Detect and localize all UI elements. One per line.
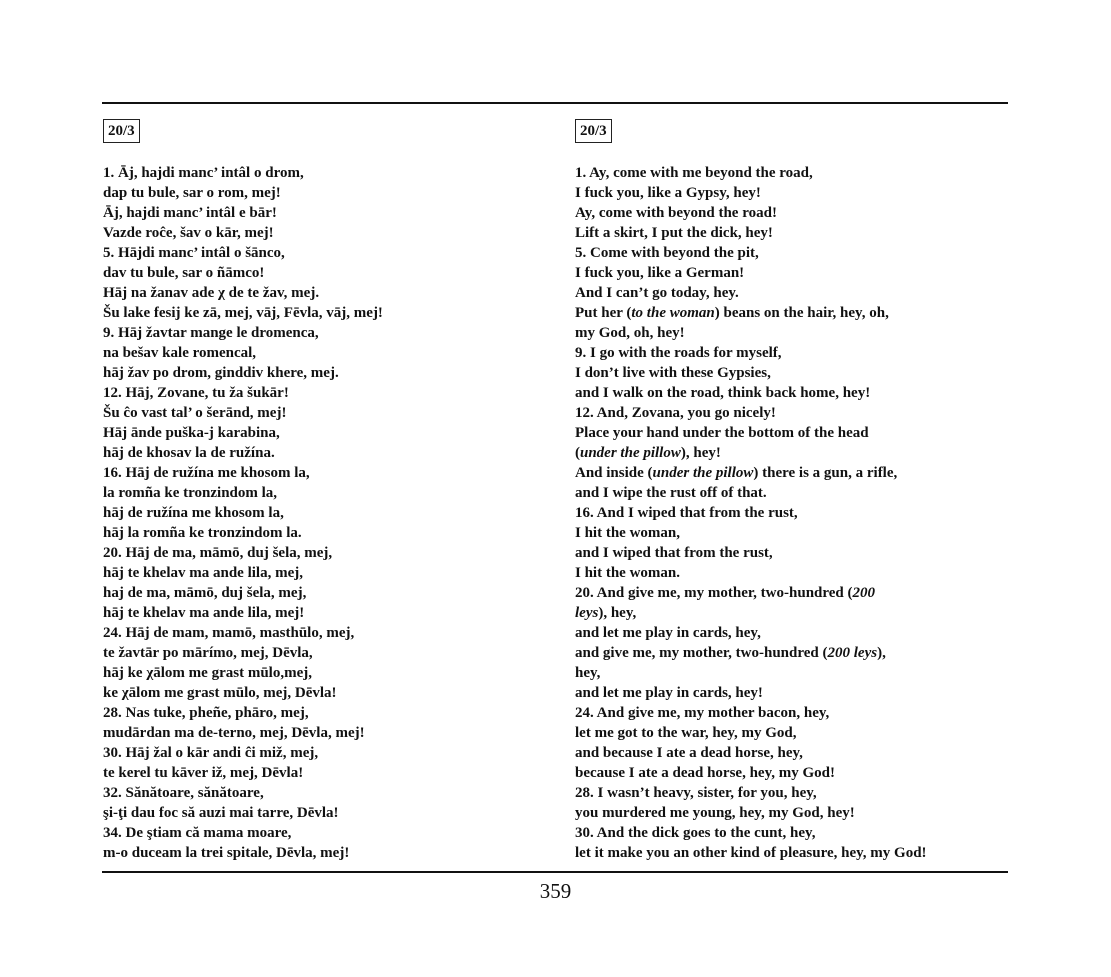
italic-annotation: under the pillow	[580, 445, 681, 461]
original-verses	[103, 163, 543, 863]
verse-line: 34. De ştiam că mama moare,	[103, 825, 292, 841]
translation-line: 16. And I wiped that from the rust,	[575, 505, 798, 521]
translation-line: and let me play in cards, hey,	[575, 625, 761, 641]
verse-line: dap tu bule, sar o rom, mej!	[103, 185, 281, 201]
translation-line: let me got to the war, hey, my God,	[575, 725, 797, 741]
verse-line: Āj, hajdi manc’ intâl e bār!	[103, 205, 277, 221]
translation-line: my God, oh, hey!	[575, 325, 685, 341]
translation-line: I fuck you, like a German!	[575, 265, 745, 281]
line-text: ), hey!	[680, 445, 721, 461]
italic-annotation: 200	[852, 585, 876, 601]
page-number: 359	[539, 879, 572, 903]
verse-line: dav tu bule, sar o ñāmco!	[103, 265, 265, 281]
translation-line: I don’t live with these Gypsies,	[575, 365, 771, 381]
line-text: ) there is a gun, a rifle,	[753, 465, 898, 481]
verse-line: te žavtār po mārímo, mej, Dēvla,	[103, 645, 313, 661]
bottom-rule	[102, 871, 1008, 873]
translation-line: 9. I go with the roads for myself,	[575, 345, 782, 361]
verse-line: na bešav kale romencal,	[103, 345, 257, 361]
verse-line: la romña ke tronzindom la,	[103, 485, 278, 501]
translation-line: 28. I wasn’t heavy, sister, for you, hey,	[575, 785, 817, 801]
verse-line: mudārdan ma de-terno, mej, Dēvla, mej!	[103, 725, 365, 741]
italic-annotation: under the pillow	[652, 465, 754, 481]
translation-line	[575, 463, 1015, 483]
verse-line: 30. Hāj žal o kār andi ĉi miž, mej,	[103, 745, 319, 761]
translation-line: and I wipe the rust off of that.	[575, 485, 767, 501]
translation-line: 12. And, Zovana, you go nicely!	[575, 405, 776, 421]
translation-line: Ay, come with beyond the road!	[575, 205, 777, 221]
verse-line: Šu ĉo vast tal’ o šerānd, mej!	[103, 405, 287, 421]
translation-line	[575, 583, 1015, 603]
translation-line: and I wiped that from the rust,	[575, 545, 773, 561]
song-number-label: 20/3	[103, 119, 140, 143]
verse-line: 5. Hājdi manc’ intâl o šānco,	[103, 245, 285, 261]
verse-line: Hāj ānde puška-j karabina,	[103, 425, 280, 441]
italic-annotation: to the woman	[631, 305, 715, 321]
line-text: And inside (	[575, 465, 653, 481]
verse-line: hāj ke χālom me grast mūlo,mej,	[103, 665, 312, 681]
translation-verses	[575, 163, 1015, 863]
verse-line: Vazde roĉe, šav o kār, mej!	[103, 225, 274, 241]
verse-line: te kerel tu kāver iž, mej, Dēvla!	[103, 765, 304, 781]
translation-line: let it make you an other kind of pleasure, hey, my God!	[575, 845, 927, 861]
line-text: Put her (	[575, 305, 632, 321]
translation-line: and I walk on the road, think back home, hey!	[575, 385, 871, 401]
translation-line	[575, 643, 1015, 663]
translation-line: hey,	[575, 665, 601, 681]
verse-line: hāj la romña ke tronzindom la.	[103, 525, 302, 541]
verse-line: Hāj na žanav ade χ de te žav, mej.	[103, 285, 320, 301]
line-text: ), hey,	[598, 605, 637, 621]
translation-line: Place your hand under the bottom of the head	[575, 425, 869, 441]
translation-line: I hit the woman.	[575, 565, 681, 581]
verse-line: 1. Āj, hajdi manc’ intâl o drom,	[103, 165, 304, 181]
translation-line: 5. Come with beyond the pit,	[575, 245, 759, 261]
verse-line: haj de ma, māmō, duj šela, mej,	[103, 585, 307, 601]
right-column	[575, 119, 1015, 863]
translation-line: And I can’t go today, hey.	[575, 285, 739, 301]
translation-line: I hit the woman,	[575, 525, 681, 541]
translation-line: you murdered me young, hey, my God, hey!	[575, 805, 855, 821]
translation-line: and let me play in cards, hey!	[575, 685, 763, 701]
verse-line: 24. Hāj de mam, mamō, masthūlo, mej,	[103, 625, 355, 641]
italic-annotation: leys	[575, 605, 599, 621]
translation-line: 1. Ay, come with me beyond the road,	[575, 165, 813, 181]
verse-line: hāj de khosav la de ružína.	[103, 445, 275, 461]
translation-line: I fuck you, like a Gypsy, hey!	[575, 185, 761, 201]
verse-line: ke χālom me grast mūlo, mej, Dēvla!	[103, 685, 337, 701]
italic-annotation: 200 leys	[827, 645, 878, 661]
verse-line: 20. Hāj de ma, māmō, duj šela, mej,	[103, 545, 333, 561]
verse-line: 32. Sănătoare, sănătoare,	[103, 785, 264, 801]
verse-line: 16. Hāj de ružína me khosom la,	[103, 465, 310, 481]
line-text: ) beans on the hair, hey, oh,	[714, 305, 889, 321]
translation-line	[575, 603, 1015, 623]
left-column	[103, 119, 543, 863]
line-text: (	[575, 445, 580, 461]
translation-line: Lift a skirt, I put the dick, hey!	[575, 225, 773, 241]
verse-line: hāj te khelav ma ande lila, mej!	[103, 605, 305, 621]
translation-line	[575, 303, 1015, 323]
verse-line: hāj de ružína me khosom la,	[103, 505, 284, 521]
verse-line: 28. Nas tuke, pheñe, phāro, mej,	[103, 705, 309, 721]
verse-line: şi-ţi dau foc să auzi mai tarre, Dēvla!	[103, 805, 339, 821]
translation-line: 24. And give me, my mother bacon, hey,	[575, 705, 830, 721]
song-number-label: 20/3	[575, 119, 612, 143]
line-text: 20. And give me, my mother, two-hundred (	[575, 585, 853, 601]
translation-line: 30. And the dick goes to the cunt, hey,	[575, 825, 816, 841]
top-rule	[102, 102, 1008, 104]
translation-line: and because I ate a dead horse, hey,	[575, 745, 803, 761]
line-text: and give me, my mother, two-hundred (	[575, 645, 828, 661]
translation-line: because I ate a dead horse, hey, my God!	[575, 765, 835, 781]
verse-line: 9. Hāj žavtar mange le dromenca,	[103, 325, 319, 341]
verse-line: Šu lake fesij ke zā, mej, vāj, Fēvla, vāj, mej!	[103, 305, 383, 321]
line-text: ),	[877, 645, 886, 661]
verse-line: m-o duceam la trei spitale, Dēvla, mej!	[103, 845, 350, 861]
verse-line: hāj žav po drom, ginddiv khere, mej.	[103, 365, 339, 381]
verse-line: 12. Hāj, Zovane, tu ža šukār!	[103, 385, 289, 401]
verse-line: hāj te khelav ma ande lila, mej,	[103, 565, 303, 581]
translation-line	[575, 443, 1015, 463]
